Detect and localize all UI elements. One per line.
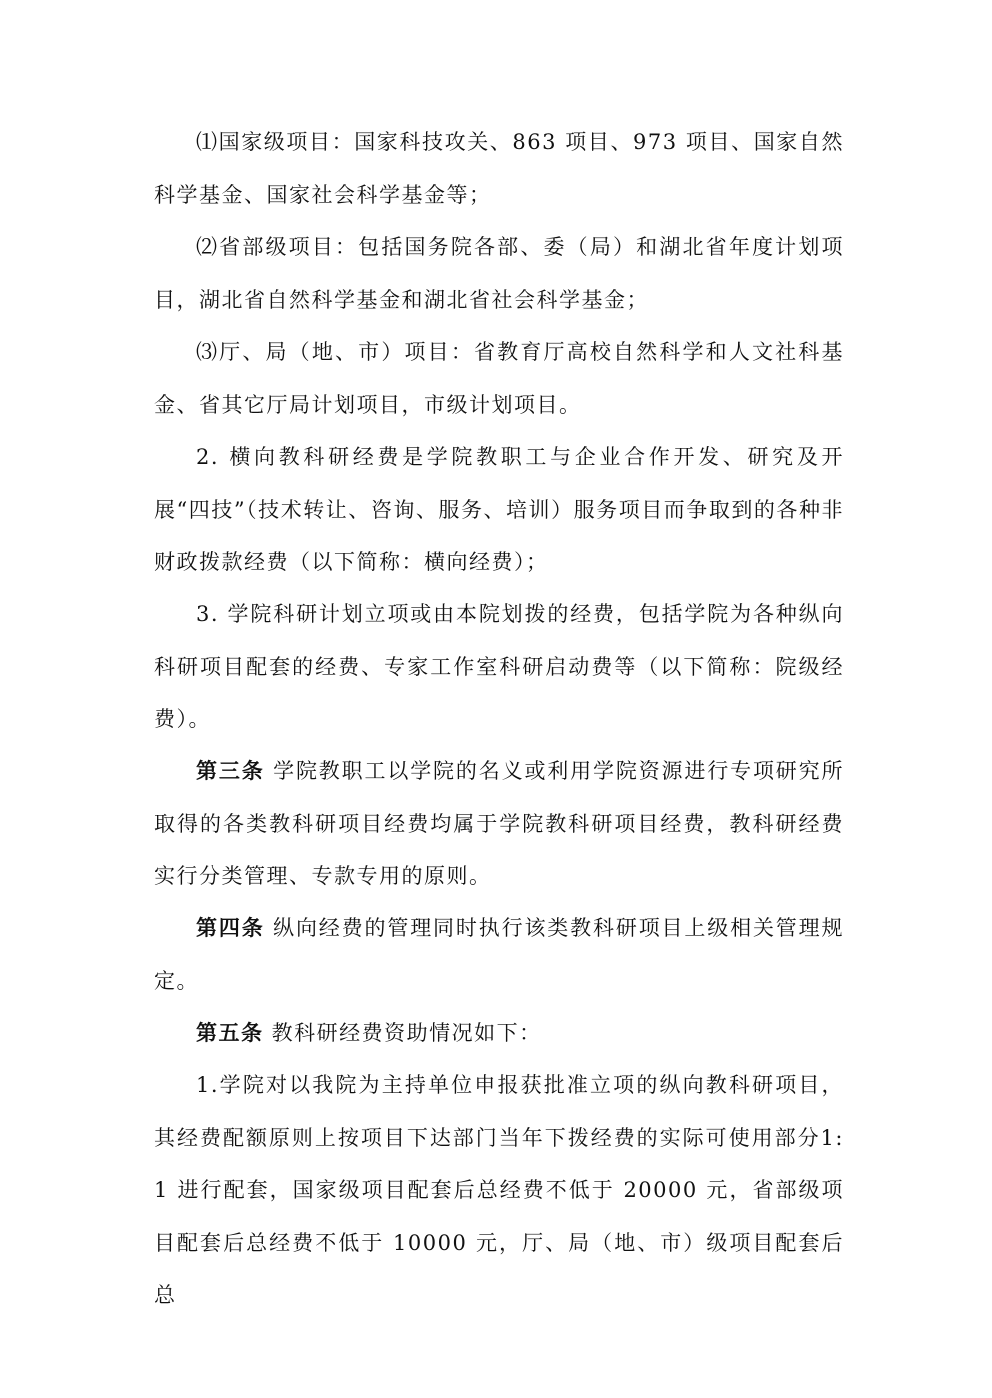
paragraph-funding-ratio (154, 1059, 844, 1322)
article-text: 学院教职工以学院的名义或利用学院资源进行专项研究所取得的各类教科研项目经费均属于学院教科研项目经费，教科研经费实行分类管理、专款专用的原则。 (154, 759, 844, 888)
paragraph-text: ⑵省部级项目：包括国务院各部、委（局）和湖北省年度计划项目，湖北省自然科学基金和湖北省社会科学基金； (154, 235, 844, 312)
article-text: 教科研经费资助情况如下： (263, 1021, 542, 1045)
paragraph-text: ⑶厅、局（地、市）项目：省教育厅高校自然科学和人文社科基金、省其它厅局计划项目，市级计划项目。 (154, 340, 844, 417)
article-text: 纵向经费的管理同时执行该类教科研项目上级相关管理规定。 (154, 916, 844, 993)
paragraph-national-projects (154, 116, 844, 221)
paragraph-text: 2. 横向教科研经费是学院教职工与企业合作开发、研究及开展“四技”（技术转让、咨询、服务、培训）服务项目而争取到的各种非财政拨款经费（以下简称：横向经费）； (154, 445, 844, 574)
article-heading: 第三条 (196, 759, 265, 783)
paragraph-department-projects (154, 326, 844, 431)
paragraph-text: ⑴国家级项目：国家科技攻关、863 项目、973 项目、国家自然科学基金、国家社会科学基金等； (154, 130, 844, 207)
article-heading: 第五条 (196, 1021, 264, 1045)
paragraph-provincial-projects (154, 221, 844, 326)
article-four (154, 902, 844, 1007)
article-three (154, 745, 844, 903)
paragraph-college-funding (154, 588, 844, 746)
paragraph-text: 1.学院对以我院为主持单位申报获批准立项的纵向教科研项目，其经费配额原则上按项目下达部门当年下拨经费的实际可使用部分1:1 进行配套，国家级项目配套后总经费不低于 20000 元，省部级项目配套后总经费不低于 10000 元，厅、局（地、市）级项目配套后总 (154, 1073, 844, 1307)
article-heading: 第四条 (196, 916, 265, 940)
article-five (154, 1007, 844, 1060)
paragraph-horizontal-funding (154, 431, 844, 589)
paragraph-text: 3. 学院科研计划立项或由本院划拨的经费，包括学院为各种纵向科研项目配套的经费、专家工作室科研启动费等（以下简称：院级经费）。 (154, 602, 844, 731)
